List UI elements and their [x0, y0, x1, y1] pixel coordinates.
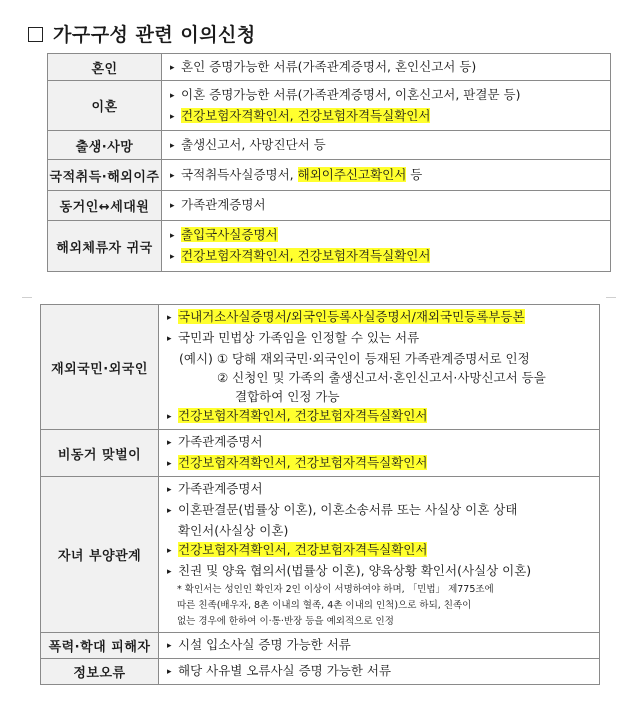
row-text-highlight: 국내거소사실증명서/외국인등록사실증명서/재외국민등록부등본 [178, 309, 525, 324]
row-text: 등 [406, 166, 423, 182]
row-text: 시설 입소사실 증명 가능한 서류 [178, 637, 351, 652]
row-label: 국적취득·해외이주 [48, 160, 162, 191]
table-row [41, 430, 600, 477]
bullet-icon: ▸ [170, 252, 175, 262]
table-row [48, 54, 611, 81]
bullet-icon: ▸ [167, 334, 172, 344]
bullet-icon: ▸ [170, 90, 175, 101]
row-text-highlight: 건강보험자격확인서, 건강보험자격득실확인서 [181, 107, 431, 123]
row-text-highlight: 출입국사실증명서 [181, 227, 278, 242]
row-label: 비동거 맞벌이 [41, 430, 159, 477]
table-row [48, 221, 611, 272]
row-text-highlight: 건강보험자격확인서, 건강보험자격득실확인서 [178, 455, 428, 470]
table-row [48, 191, 611, 221]
row-text: 혼인 증명가능한 서류(가족관계증명서, 혼인신고서 등) [181, 58, 477, 74]
page-break-divider [22, 297, 616, 299]
page-title [28, 20, 256, 47]
row-text: 가족관계증명서 [181, 197, 266, 212]
row-text: 이혼 증명가능한 서류(가족관계증명서, 이혼신고서, 판결문 등) [181, 86, 521, 102]
row-text-highlight: 건강보험자격확인서, 건강보험자격득실확인서 [178, 408, 428, 423]
row-label: 재외국민·외국인 [41, 305, 159, 430]
row-text: (예시) ① 당해 재외국민·외국인이 등재된 가족관계증명서로 인정 [179, 351, 530, 366]
row-text: 가족관계증명서 [178, 481, 263, 496]
row-label: 출생·사망 [48, 131, 162, 160]
row-text: ② 신청인 및 가족의 출생신고서·혼인신고서·사망신고서 등을 [217, 370, 546, 385]
bullet-icon: ▸ [167, 438, 172, 448]
page-title-text: 가구구성 관련 이의신청 [53, 24, 256, 46]
bullet-icon: ▸ [170, 201, 175, 211]
note: 따른 친족(배우자, 8촌 이내의 혈족, 4촌 이내의 인척)으로 하되, 친족이 [177, 600, 472, 611]
bullet-icon: ▸ [170, 231, 175, 241]
table-row [41, 659, 600, 685]
bullet-icon: ▸ [170, 111, 175, 122]
note: * 확인서는 성인인 확인자 2인 이상이 서명하여야 하며, 「민법」 제775조에 [177, 584, 494, 595]
row-text-highlight: 해외이주신고확인서 [297, 166, 407, 182]
row-label: 해외체류자 귀국 [48, 221, 162, 272]
row-text: 결합하여 인정 가능 [235, 389, 340, 404]
table-row [48, 131, 611, 160]
bullet-icon: ▸ [167, 641, 172, 651]
table-row [41, 477, 600, 633]
bullet-icon: ▸ [167, 485, 172, 495]
row-text-highlight: 건강보험자격확인서, 건강보험자격득실확인서 [178, 542, 428, 557]
row-text: 가족관계증명서 [178, 434, 263, 449]
table-row [41, 305, 600, 430]
row-text: 이혼판결문(법률상 이혼), 이혼소송서류 또는 사실상 이혼 상태 [178, 502, 518, 517]
row-text: 해당 사유별 오류사실 증명 가능한 서류 [178, 663, 392, 678]
table-row [41, 633, 600, 659]
row-label: 정보오류 [41, 659, 159, 685]
row-label: 자녀 부양관계 [41, 477, 159, 633]
bullet-icon: ▸ [170, 62, 175, 73]
bullet-icon: ▸ [170, 140, 175, 151]
bullet-icon: ▸ [167, 546, 172, 556]
bullet-icon: ▸ [167, 567, 172, 577]
table-row [48, 81, 611, 131]
row-label: 동거인↔세대원 [48, 191, 162, 221]
bullet-icon: ▸ [167, 506, 172, 516]
checkbox-square-icon [28, 27, 43, 42]
table-row [48, 160, 611, 191]
table-household-1 [47, 53, 611, 272]
row-text: 국적취득사실증명서, [181, 166, 298, 182]
row-text-highlight: 건강보험자격확인서, 건강보험자격득실확인서 [181, 248, 431, 263]
bullet-icon: ▸ [167, 313, 172, 323]
row-label: 이혼 [48, 81, 162, 131]
row-label: 폭력·학대 피해자 [41, 633, 159, 659]
row-text: 친권 및 양육 협의서(법률상 이혼), 양육상황 확인서(사실상 이혼) [178, 563, 532, 578]
row-text: 국민과 민법상 가족임을 인정할 수 있는 서류 [178, 330, 420, 345]
table-household-2 [40, 304, 600, 685]
row-text: 확인서(사실상 이혼) [178, 523, 289, 538]
row-label: 혼인 [48, 54, 162, 81]
row-text: 출생신고서, 사망진단서 등 [181, 136, 326, 152]
bullet-icon: ▸ [167, 412, 172, 422]
bullet-icon: ▸ [167, 667, 172, 677]
note: 없는 경우에 한하여 이·통·반장 등을 예외적으로 인정 [177, 616, 394, 627]
bullet-icon: ▸ [167, 459, 172, 469]
bullet-icon: ▸ [170, 170, 175, 181]
